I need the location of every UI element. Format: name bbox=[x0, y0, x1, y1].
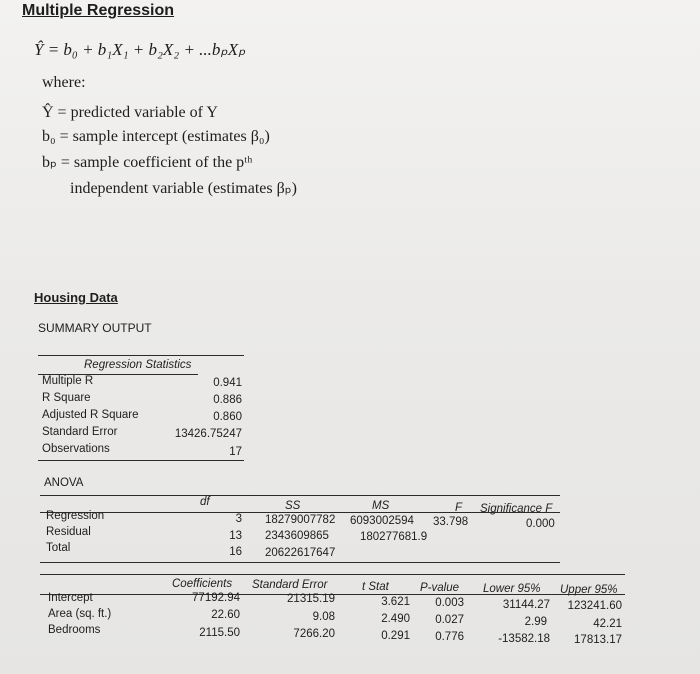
anova-row-label: Residual bbox=[46, 526, 91, 538]
coef-row-label: Intercept bbox=[48, 592, 93, 604]
anova-header-ms: MS bbox=[372, 500, 390, 512]
anova-row-label: Total bbox=[46, 542, 71, 554]
coef-cell-coefficient: 77192.94 bbox=[192, 592, 240, 604]
anova-header-f: F bbox=[455, 502, 463, 514]
anova-cell-ms: 6093002594 bbox=[350, 515, 414, 527]
regstats-bottom-rule bbox=[38, 460, 244, 461]
coef-cell-standard-error: 9.08 bbox=[312, 611, 335, 623]
coef-cell-upper-95: 42.21 bbox=[593, 618, 622, 630]
anova-cell-df: 16 bbox=[229, 546, 242, 558]
coef-cell-upper-95: 17813.17 bbox=[574, 634, 622, 646]
coef-header-lower-95: Lower 95% bbox=[483, 583, 541, 595]
anova-header-df: df bbox=[200, 496, 210, 508]
coef-header-p-value: P-value bbox=[420, 582, 459, 594]
summary-output-label: SUMMARY OUTPUT bbox=[38, 321, 152, 335]
anova-header-ss: SS bbox=[285, 500, 301, 512]
regstats-value: 17 bbox=[229, 446, 242, 458]
coef-cell-t-stat: 2.490 bbox=[381, 613, 410, 625]
coef-row-label: Area (sq. ft.) bbox=[48, 608, 112, 620]
coef-cell-lower-95: 2.99 bbox=[524, 616, 547, 628]
coef-cell-p-value: 0.027 bbox=[435, 614, 464, 626]
regstats-label: R Square bbox=[42, 392, 91, 404]
regstats-value: 0.941 bbox=[213, 377, 242, 389]
anova-cell-ms: 180277681.9 bbox=[360, 531, 428, 543]
anova-cell-df: 3 bbox=[235, 513, 242, 525]
regstats-label: Adjusted R Square bbox=[42, 409, 139, 421]
anova-cell-f: 33.798 bbox=[433, 516, 469, 528]
housing-data-title: Housing Data bbox=[34, 290, 118, 305]
regstats-value: 0.860 bbox=[213, 411, 242, 423]
regstats-top-rule bbox=[38, 355, 244, 356]
where-label: where: bbox=[42, 74, 86, 91]
coef-header-upper-95: Upper 95% bbox=[560, 584, 618, 596]
coef-cell-t-stat: 0.291 bbox=[381, 630, 410, 642]
coef-cell-upper-95: 123241.60 bbox=[567, 600, 622, 612]
anova-title: ANOVA bbox=[44, 477, 84, 489]
coef-cell-p-value: 0.776 bbox=[435, 631, 464, 643]
definition-b0: b₀ = sample intercept (estimates β₀) bbox=[42, 128, 270, 145]
page-title: Multiple Regression bbox=[22, 2, 175, 19]
definition-bp: bₚ = sample coefficient of the pᵗʰ bbox=[42, 154, 253, 171]
regstats-label: Observations bbox=[42, 443, 110, 455]
coef-header-t-stat: t Stat bbox=[362, 581, 389, 593]
coef-cell-lower-95: -13582.18 bbox=[498, 633, 550, 645]
anova-header-significance-f: Significance F bbox=[480, 503, 553, 515]
coef-row-label: Bedrooms bbox=[48, 624, 101, 636]
coef-cell-standard-error: 7266.20 bbox=[293, 628, 335, 640]
coef-cell-p-value: 0.003 bbox=[435, 597, 464, 609]
coef-cell-lower-95: 31144.27 bbox=[502, 599, 550, 611]
anova-cell-ss: 2343609865 bbox=[265, 530, 329, 542]
anova-cell-ss: 20622617647 bbox=[265, 547, 336, 559]
coef-cell-t-stat: 3.621 bbox=[381, 596, 410, 608]
coef-cell-coefficient: 22.60 bbox=[211, 609, 240, 621]
coef-header-standard-error: Standard Error bbox=[252, 579, 328, 591]
anova-row-label: Regression bbox=[46, 510, 105, 522]
regstats-label: Multiple R bbox=[42, 375, 94, 387]
anova-cell-significance-f: 0.000 bbox=[526, 518, 555, 530]
coef-cell-standard-error: 21315.19 bbox=[287, 593, 335, 605]
definition-bp-continued: independent variable (estimates βₚ) bbox=[70, 180, 297, 197]
anova-cell-ss: 18279007782 bbox=[265, 514, 336, 526]
definition-yhat: Ŷ = predicted variable of Y bbox=[42, 104, 218, 121]
regstats-label: Standard Error bbox=[42, 426, 118, 438]
coef-header-coefficients: Coefficients bbox=[172, 578, 233, 590]
anova-cell-df: 13 bbox=[229, 530, 242, 542]
anova-header-rule bbox=[40, 512, 560, 513]
anova-top-rule bbox=[40, 495, 560, 496]
regstats-value: 0.886 bbox=[213, 394, 242, 406]
coef-top-rule bbox=[40, 574, 625, 575]
regstats-value: 13426.75247 bbox=[174, 428, 242, 440]
coef-cell-coefficient: 2115.50 bbox=[199, 627, 240, 639]
anova-bottom-rule bbox=[40, 562, 560, 563]
regstats-header: Regression Statistics bbox=[84, 359, 192, 371]
regression-formula: Ŷ = b₀ + b₁X₁ + b₂X₂ + ...bₚXₚ bbox=[34, 40, 246, 59]
